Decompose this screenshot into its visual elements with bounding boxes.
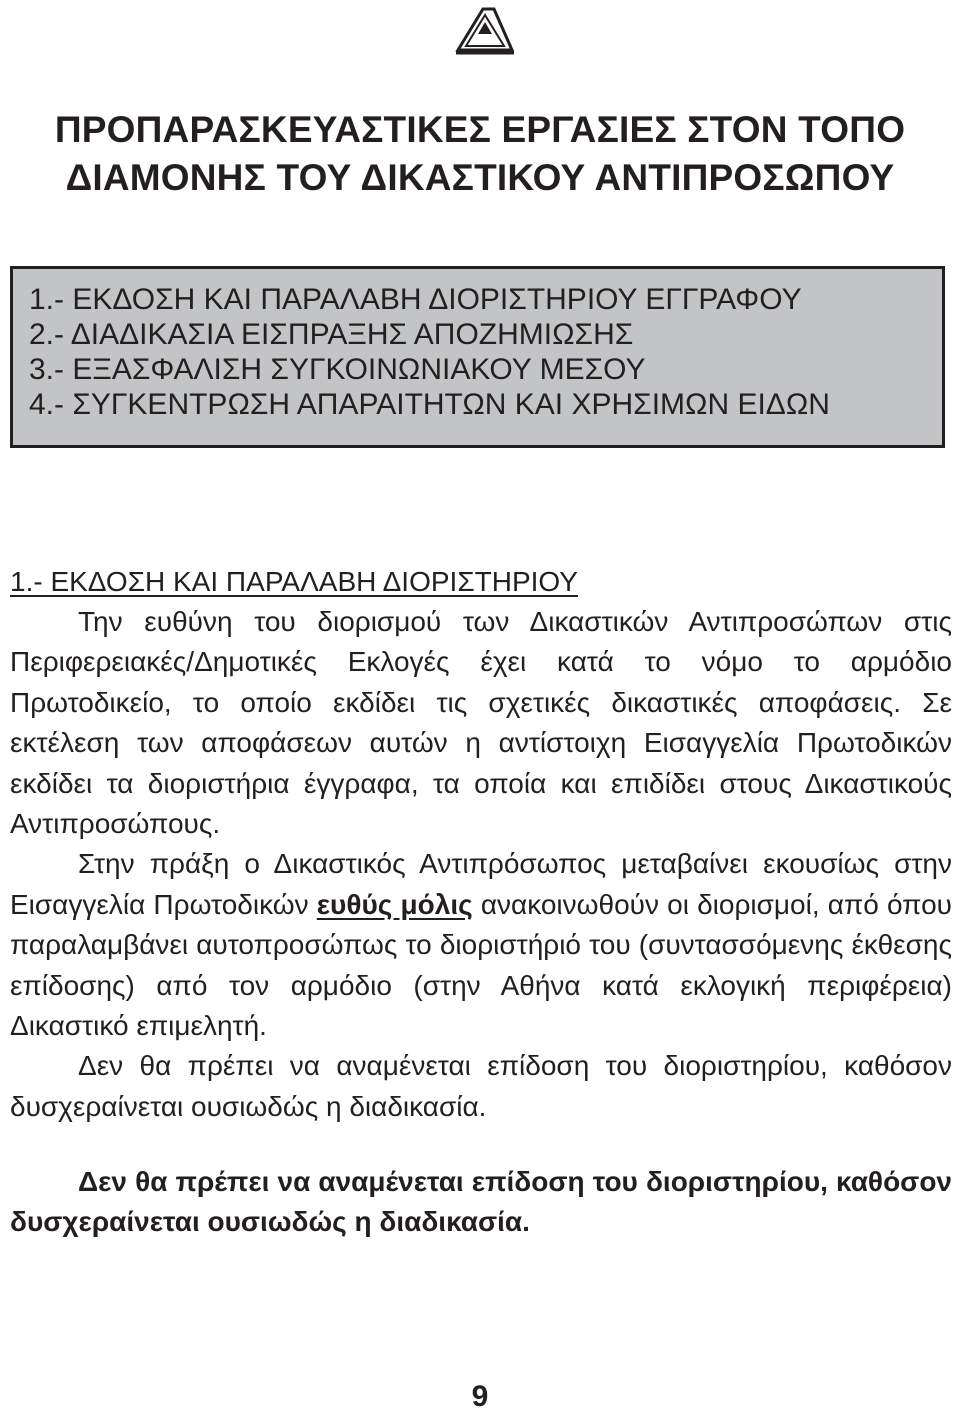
page-title (0, 106, 960, 202)
paragraph-2-end: ανακοινωθούν οι διορισμοί, από όπου παραλαμβάνει αυτοπροσώπως το διοριστήριό του (συντασσόμενης έκθεσης επίδοσης) από τον αρμόδιο (στην Αθήνα κατά εκλογική περιφέρεια) Δικαστικό επιμελητή. (10, 888, 952, 1042)
contents-item-1: 1.- ΕΚΔΟΣΗ ΚΑΙ ΠΑΡΑΛΑΒΗ ΔΙΟΡΙΣΤΗΡΙΟΥ ΕΓΓΡΑΦΟΥ (29, 283, 802, 316)
triangle-a-logo-icon (452, 6, 518, 56)
page-title-line-2: ΔΙΑΜΟΝΗΣ ΤΟΥ ΔΙΚΑΣΤΙΚΟΥ ΑΝΤΙΠΡΟΣΩΠΟΥ (65, 157, 895, 198)
bold-note: Δεν θα πρέπει να αναμένεται επίδοση του διοριστηρίου, καθόσον δυσχεραίνεται ουσιωδώς η διαδικασία. (10, 1166, 952, 1237)
emphasis-text: ευθύς μόλις (316, 888, 473, 920)
paragraph-2 (10, 844, 952, 1046)
paragraph-1: Την ευθύνη του διορισμού των Δικαστικών Αντιπροσώπων στις Περιφερειακές/Δημοτικές Εκλογές έχει κατά το νόμο το αρμόδιο Πρωτοδικείο, το οποίο εκδίδει τις σχετικές δικαστικές αποφάσεις. Σε εκτέλεση των αποφάσεων αυτών η αντίστοιχη Εισαγγελία Πρωτοδικών εκδίδει τα διοριστήρια έγγραφα, τα οποία και επιδίδει στους Δικαστικούς Αντιπροσώπους. (10, 606, 952, 840)
page-number: 9 (471, 1380, 489, 1413)
page-title-line-1: ΠΡΟΠΑΡΑΣΚΕΥΑΣΤΙΚΕΣ ΕΡΓΑΣΙΕΣ ΣΤΟΝ ΤΟΠΟ (54, 109, 906, 150)
paragraph-3: Δεν θα πρέπει να αναμένεται επίδοση του διοριστηρίου, καθόσον δυσχεραίνεται ουσιωδώς η διαδικασία. (10, 1050, 952, 1122)
contents-item-4: 4.- ΣΥΓΚΕΝΤΡΩΣΗ ΑΠΑΡΑΙΤΗΤΩΝ ΚΑΙ ΧΡΗΣΙΜΩΝ ΕΙΔΩΝ (29, 388, 830, 421)
contents-box (10, 266, 945, 448)
section-heading: 1.- ΕΚΔΟΣΗ ΚΑΙ ΠΑΡΑΛΑΒΗ ΔΙΟΡΙΣΤΗΡΙΟΥ (10, 566, 578, 597)
paragraph-2-start: Στην πράξη ο Δικαστικός Αντιπρόσωπος μεταβαίνει εκουσίως στην Εισαγγελία Πρωτοδικών (10, 848, 952, 920)
contents-item-3: 3.- ΕΞΑΣΦΑΛΙΣΗ ΣΥΓΚΟΙΝΩΝΙΑΚΟΥ ΜΕΣΟΥ (29, 353, 646, 386)
section-body (10, 562, 952, 1127)
contents-item-2: 2.- ΔΙΑΔΙΚΑΣΙΑ ΕΙΣΠΡΑΞΗΣ ΑΠΟΖΗΜΙΩΣΗΣ (29, 318, 634, 351)
